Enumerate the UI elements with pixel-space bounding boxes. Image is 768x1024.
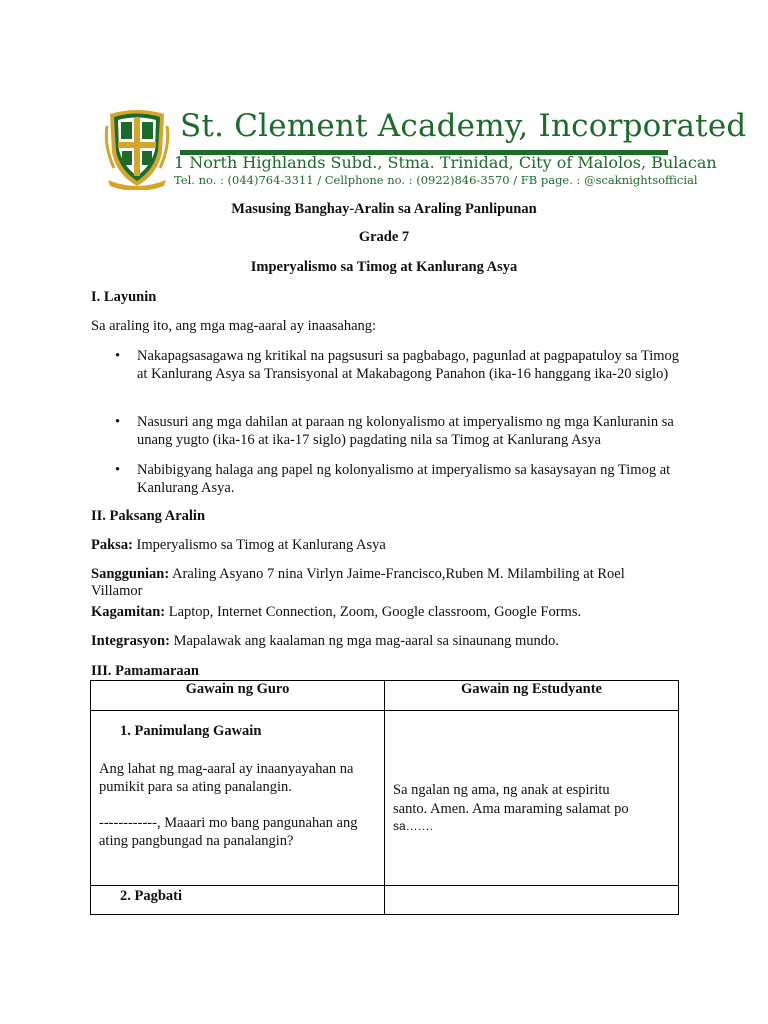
section-heading-layunin: I. Layunin [91, 289, 157, 305]
kagamitan-label: Kagamitan: [91, 604, 166, 620]
section-heading-pamamaraan: III. Pamamaraan [91, 663, 199, 679]
objective-item [115, 413, 685, 449]
school-address: 1 North Highlands Subd., Stma. Trinidad, City of Malolos, Bulacan [174, 153, 717, 172]
teacher-instruction: ------------, Maaari mo bang pangunahan ang ating pangbungad na panalangin? [99, 815, 358, 849]
procedure-table [90, 680, 679, 915]
student-response: Sa ngalan ng ama, ng anak at espiritu santo. Amen. Ama maraming salamat po [393, 782, 629, 817]
column-header-student: Gawain ng Estudyante [385, 681, 679, 711]
student-response-continuation: sa……. [393, 819, 434, 833]
integrasyon-field [91, 633, 671, 650]
table-row [91, 886, 679, 915]
school-name: St. Clement Academy, Incorporated [180, 108, 747, 144]
document-title: Masusing Banghay-Aralin sa Araling Panlipunan [231, 201, 537, 217]
student-cell [385, 886, 679, 915]
step-title-pagbati: 2. Pagbati [120, 888, 183, 904]
paksa-label: Paksa: [91, 537, 133, 553]
paksa-value: Imperyalismo sa Timog at Kanlurang Asya [132, 537, 386, 553]
teacher-cell [91, 711, 385, 886]
school-contact: Tel. no. : (044)764-3311 / Cellphone no. : (0922)846-3570 / FB page. : @scaknightsofficial [174, 173, 698, 187]
student-cell [385, 711, 679, 886]
objective-text: Nasusuri ang mga dahilan at paraan ng kolonyalismo at imperyalismo ng mga Kanluranin sa unang yugto (ika-16 at ika-17 siglo) pagdating nila sa Timog at Kanlurang Asya [137, 414, 674, 448]
integrasyon-label: Integrasyon: [91, 633, 170, 649]
integrasyon-value: Mapalawak ang kaalaman ng mga mag-aaral sa sinaunang mundo. [169, 633, 559, 649]
grade-level: Grade 7 [358, 229, 410, 245]
teacher-instruction: Ang lahat ng mag-aaral ay inaanyayahan na pumikit para sa ating panalangin. [99, 761, 354, 795]
school-crest-logo [104, 106, 170, 190]
sanggunian-field [91, 566, 626, 600]
bullet-icon: • [115, 414, 121, 430]
teacher-cell [91, 886, 385, 915]
step-title-panimulang-gawain: 1. Panimulang Gawain [120, 723, 262, 739]
letterhead [104, 106, 747, 192]
bullet-icon: • [115, 462, 121, 478]
sanggunian-label: Sanggunian: [91, 566, 170, 582]
section-heading-paksang-aralin: II. Paksang Aralin [91, 508, 206, 524]
column-header-teacher: Gawain ng Guro [91, 681, 385, 711]
lesson-topic: Imperyalismo sa Timog at Kanlurang Asya [250, 259, 518, 275]
objective-text: Nakapagsasagawa ng kritikal na pagsusuri sa pagbabago, pagunlad at pagpapatuloy sa Timog at Kanlurang Asya sa Transisyonal at Makabagong Panahon (ika-16 hanggang ika-20 siglo) [137, 348, 680, 382]
objective-item [115, 461, 685, 497]
table-row [91, 711, 679, 886]
table-header-row [91, 681, 679, 711]
objective-item [115, 347, 685, 383]
kagamitan-field [91, 604, 671, 621]
paksa-field [91, 537, 671, 554]
bullet-icon: • [115, 348, 121, 364]
sanggunian-value: Araling Asyano 7 nina Virlyn Jaime-Francisco,Ruben M. Milambiling at Roel Villamor [91, 566, 625, 599]
kagamitan-value: Laptop, Internet Connection, Zoom, Google classroom, Google Forms. [165, 604, 582, 620]
objective-text: Nabibigyang halaga ang papel ng kolonyalismo at imperyalismo sa kasaysayan ng Timog at Kanlurang Asya. [137, 462, 671, 496]
layunin-intro: Sa araling ito, ang mga mag-aaral ay inaasahang: [91, 318, 377, 334]
